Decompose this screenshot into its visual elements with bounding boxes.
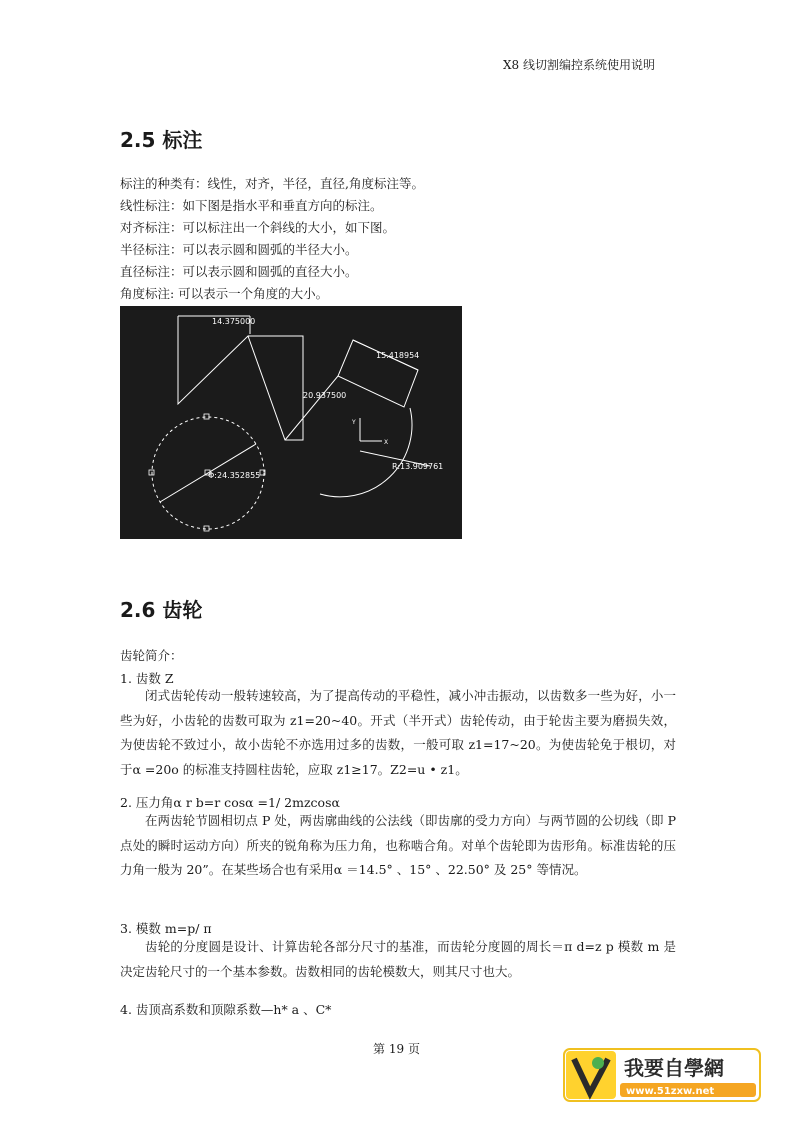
annotation-line: 半径标注：可以表示圆和圆弧的半径大小。 bbox=[120, 242, 358, 257]
logo-text: 我要自學網 bbox=[624, 1056, 724, 1080]
horizontal-dimension-label: 14.375000 bbox=[212, 317, 256, 326]
item2-text: 在两齿轮节圆相切点 P 处，两齿廓曲线的公法线（即齿廓的受力方向）与两节圆的公切线（即 P 点处的瞬时运动方向）所夹的锐角称为压力角，也称啮合角。对单个齿轮即为齿形角。标准齿轮的压力角一般为 20”。在某些场合也有采用α ＝14.5° 、15° 、22.50° 及 25° 等情况。 bbox=[120, 813, 676, 877]
gear-intro: 齿轮简介： bbox=[120, 648, 183, 663]
item3-text: 齿轮的分度圆是设计、计算齿轮各部分尺寸的基准，而齿轮分度圆的周长＝π d=z p 模数 m 是决定齿轮尺寸的一个基本参数。齿数相同的齿轮模数大，则其尺寸也大。 bbox=[120, 939, 676, 979]
annotation-figure bbox=[120, 306, 462, 539]
connector-line bbox=[285, 376, 338, 440]
axis-y-label: Y bbox=[352, 419, 356, 426]
item1-text: 闭式齿轮传动一般转速较高，为了提高传动的平稳性，减小冲击振动，以齿数多一些为好，小一些为好，小齿轮的齿数可取为 z1=20~40。开式（半开式）齿轮传动，由于轮齿主要为磨损失效，为使齿轮不致过小，故小齿轮不亦选用过多的齿数，一般可取 z1=17~20。为使齿轮免于根切，对于α =20o 的标准支持圆柱齿轮，应取 z1≥17。Z2=u • z1。 bbox=[120, 688, 676, 777]
site-logo bbox=[562, 1045, 762, 1105]
axis-x-label: X bbox=[384, 439, 389, 446]
diameter-label: Φ:24.352855 bbox=[208, 471, 261, 480]
page-number: 第 19 页 bbox=[373, 1042, 420, 1056]
item4-title: 4. 齿顶高系数和顶隙系数—h* a 、C* bbox=[120, 1002, 332, 1017]
item2-title: 2. 压力角α r b=r cosα =1/ 2mzcosα bbox=[120, 795, 340, 810]
item3-title: 3. 模数 m=p/ π bbox=[120, 921, 212, 936]
annotation-line: 直径标注：可以表示圆和圆弧的直径大小。 bbox=[120, 264, 358, 279]
section-heading-gear: 2.6 齿轮 bbox=[120, 598, 203, 622]
cad-drawing bbox=[120, 306, 462, 539]
annotation-line: 标注的种类有：线性，对齐，半径，直径,角度标注等。 bbox=[120, 176, 424, 191]
grip-square bbox=[149, 470, 154, 475]
annotation-line: 对齐标注：可以标注出一个斜线的大小，如下图。 bbox=[120, 220, 396, 235]
vertical-dimension-label: 20.937500 bbox=[303, 391, 347, 400]
page-header: X8 线切割编控系统使用说明 bbox=[503, 58, 655, 72]
section-heading-annotation: 2.5 标注 bbox=[120, 128, 203, 152]
polyline-shape bbox=[178, 324, 303, 440]
annotation-line: 角度标注: 可以表示一个角度的大小。 bbox=[120, 286, 329, 301]
aligned-dimension-label: 15.418954 bbox=[376, 351, 420, 360]
radius-label: R:13.909761 bbox=[392, 462, 444, 471]
annotation-line: 线性标注：如下图是指水平和垂直方向的标注。 bbox=[120, 198, 383, 213]
annotation-description bbox=[120, 173, 680, 305]
grip-square bbox=[204, 414, 209, 419]
item1-title: 1. 齿数 Z bbox=[120, 671, 174, 686]
logo-url: www.51zxw.net bbox=[626, 1086, 715, 1097]
